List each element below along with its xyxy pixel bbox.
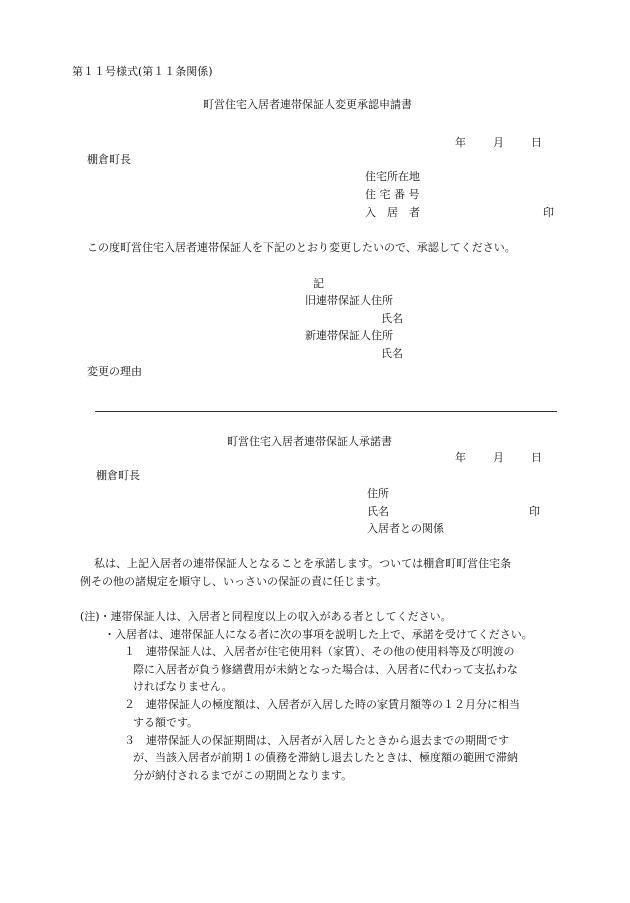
old-guarantor-name-label: 氏名	[381, 312, 403, 325]
new-guarantor-name-label: 氏名	[381, 347, 403, 360]
guarantor-name-label: 氏名	[367, 505, 389, 518]
application-date-month: 月	[493, 136, 504, 149]
consent-body-line-2: 例その他の諸規定を順守し、いっさいの保証の責に任じます。	[80, 575, 388, 588]
consent-date-month: 月	[493, 451, 504, 464]
ki-heading: 記	[313, 277, 324, 290]
application-seal: 印	[543, 206, 554, 219]
application-addressee: 棚倉町長	[87, 153, 131, 166]
note-item-1-line-1: １ 連帯保証人は、入居者が住宅使用料（家賃）、その他の使用料等及び明渡の	[124, 645, 515, 658]
note-item-3-line-2: が、当該入居者が前期１の債務を滞納し退去したときは、極度額の範囲で滞納	[133, 751, 518, 764]
note-item-3-line-3: 分が納付されるまでがこの期間となります。	[133, 769, 353, 782]
consent-date-year: 年	[455, 451, 466, 464]
section-divider	[95, 411, 557, 412]
application-date-day: 日	[531, 136, 542, 149]
change-reason-label: 変更の理由	[87, 365, 142, 378]
consent-body-line-1: 私は、上記入居者の連帯保証人となることを承諾します。ついては棚倉町町営住宅条	[94, 557, 512, 570]
note-line-1: (注)・連帯保証人は、入居者と同程度以上の収入がある者としてください。	[80, 610, 452, 623]
consent-title: 町営住宅入居者連帯保証人承諾書	[227, 435, 392, 448]
application-date-year: 年	[455, 136, 466, 149]
note-item-2-line-1: ２ 連帯保証人の極度額は、入居者が入居した時の家賃月額等の１２月分に相当	[124, 698, 520, 711]
consent-addressee: 棚倉町長	[96, 469, 140, 482]
note-item-1-line-2: 際に入居者が負う修繕費用が未納となった場合は、入居者に代わって支払わな	[133, 663, 518, 676]
note-item-2-line-2: する額です。	[133, 716, 199, 729]
form-number: 第１１号様式(第１１条関係)	[72, 65, 213, 78]
application-title: 町営住宅入居者連帯保証人変更承認申請書	[203, 98, 412, 111]
resident-label: 入 居 者	[365, 206, 420, 219]
housing-number-label: 住 宅 番 号	[365, 188, 420, 201]
note-item-1-line-3: ければなりません。	[133, 680, 233, 693]
application-body: この度町営住宅入居者連帯保証人を下記のとおり変更したいので、承認してください。	[87, 241, 516, 254]
note-item-3-line-1: ３ 連帯保証人の保証期間は、入居者が入居したときから退去までの期間です	[124, 734, 509, 747]
note-line-2: ・入居者は、連帯保証人になる者に次の事項を説明した上で、承諾を受けてください。	[104, 628, 533, 641]
consent-date-day: 日	[531, 451, 542, 464]
consent-seal: 印	[529, 505, 540, 518]
housing-address-label: 住宅所在地	[365, 170, 420, 183]
new-guarantor-address-label: 新連帯保証人住所	[305, 329, 393, 342]
old-guarantor-address-label: 旧連帯保証人住所	[305, 294, 393, 307]
relation-label: 入居者との関係	[367, 522, 444, 535]
guarantor-address-label: 住所	[367, 487, 389, 500]
